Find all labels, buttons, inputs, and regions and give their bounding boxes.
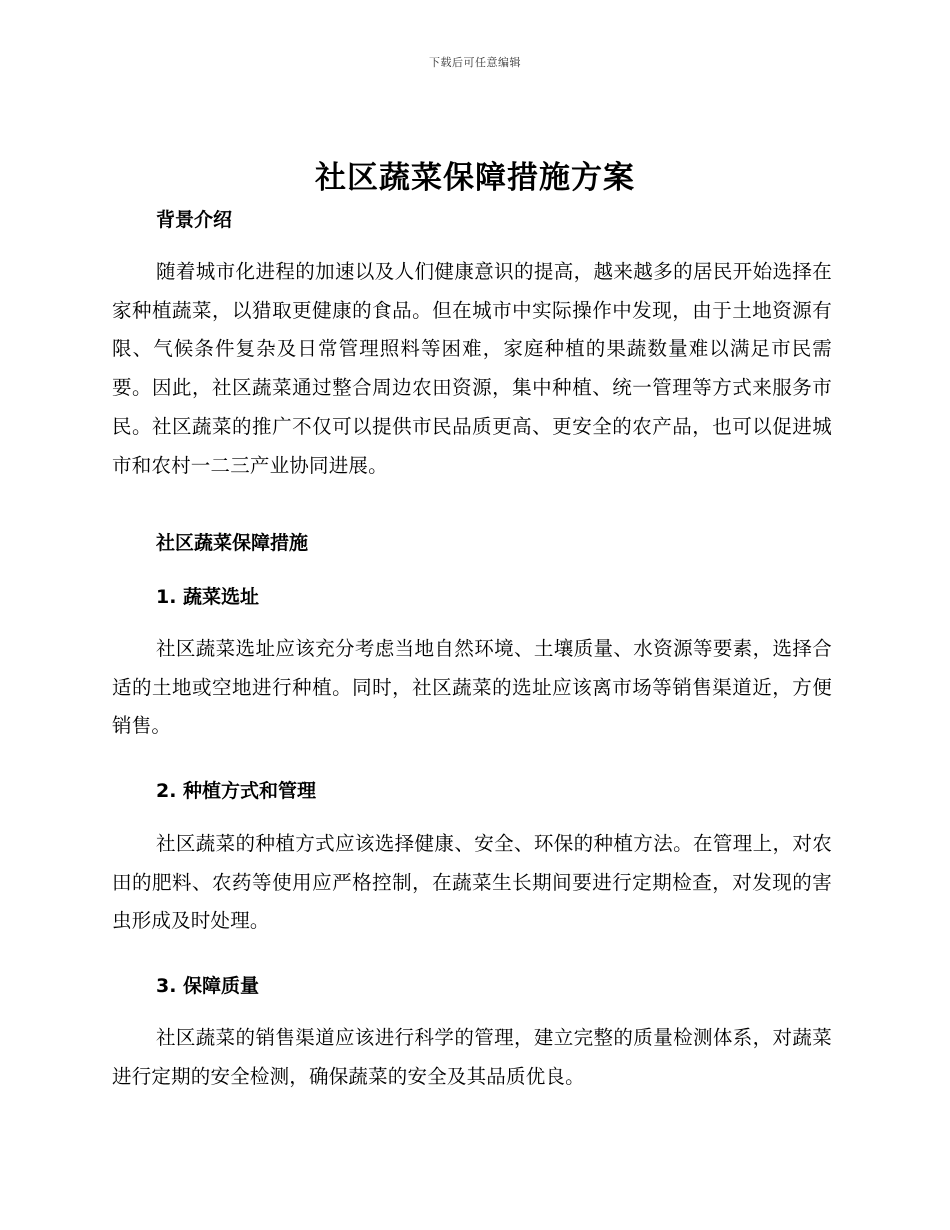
document-title: 社区蔬菜保障措施方案 xyxy=(315,160,635,196)
section-heading-measures: 社区蔬菜保障措施 xyxy=(156,532,309,554)
paragraph-site: 社区蔬菜选址应该充分考虑当地自然环境、土壤质量、水资源等要素，选择合适的土地或空地进行种植。同时，社区蔬菜的选址应该离市场等销售渠道近，方便销售。 xyxy=(112,637,832,738)
paragraph-planting: 社区蔬菜的种植方式应该选择健康、安全、环保的种植方法。在管理上，对农田的肥料、农药等使用应严格控制，在蔬菜生长期间要进行定期检查，对发现的害虫形成及时处理。 xyxy=(112,832,832,933)
section-heading-quality: 3. 保障质量 xyxy=(156,975,260,997)
header-note: 下载后可任意编辑 xyxy=(429,56,521,69)
section-heading-background: 背景介绍 xyxy=(156,209,233,231)
paragraph-background: 随着城市化进程的加速以及人们健康意识的提高，越来越多的居民开始选择在家种植蔬菜，以猎取更健康的食品。但在城市中实际操作中发现，由于土地资源有限、气候条件复杂及日常管理照料等困难，家庭种植的果蔬数量难以满足市民需要。因此，社区蔬菜通过整合周边农田资源，集中种植、统一管理等方式来服务市民。社区蔬菜的推广不仅可以提供市民品质更高、更安全的农产品，也可以促进城市和农村一二三产业协同进展。 xyxy=(112,260,832,477)
paragraph-quality: 社区蔬菜的销售渠道应该进行科学的管理，建立完整的质量检测体系，对蔬菜进行定期的安全检测，确保蔬菜的安全及其品质优良。 xyxy=(112,1026,832,1088)
section-heading-planting: 2. 种植方式和管理 xyxy=(156,780,317,802)
section-heading-site: 1. 蔬菜选址 xyxy=(156,586,260,608)
